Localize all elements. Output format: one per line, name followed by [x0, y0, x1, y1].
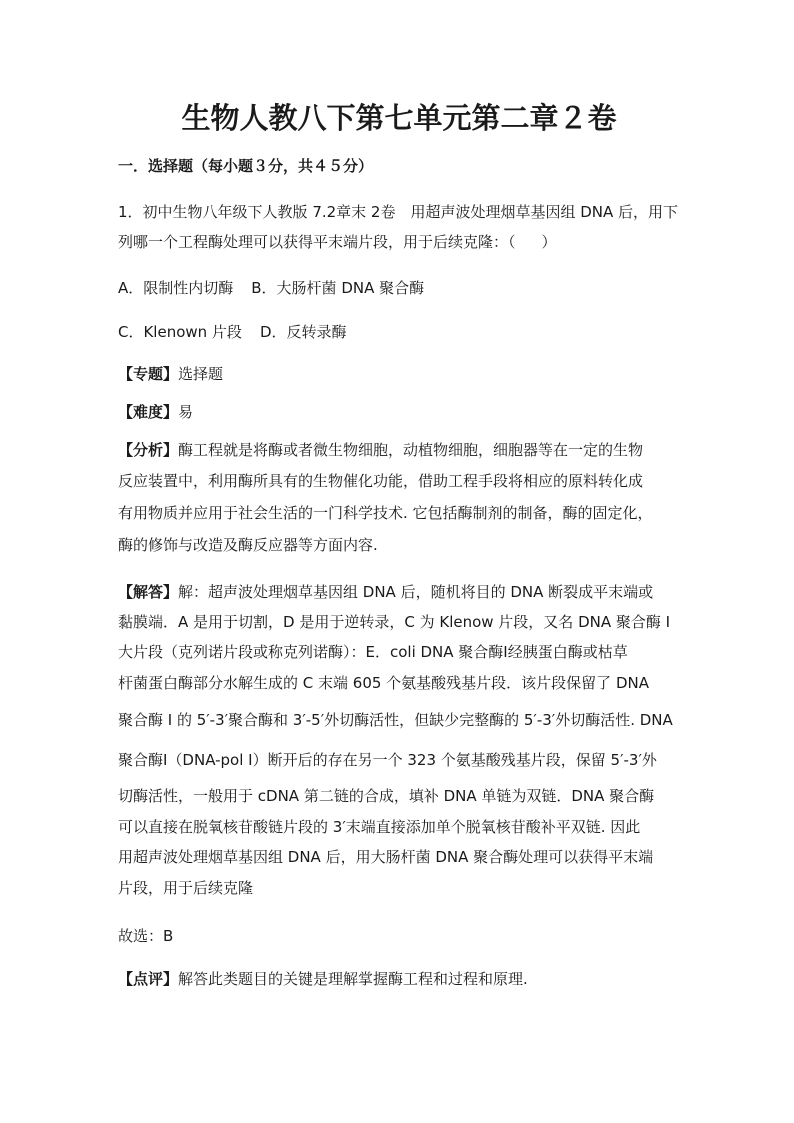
solution-line-5: 聚合酶 I 的 5′-3′聚合酶和 3′-5′外切酶活性，但缺少完整酶的 5′-3′外切酶活性. DNA	[118, 711, 673, 729]
analysis-tag: 【分析】	[118, 441, 179, 459]
difficulty-line	[118, 402, 193, 422]
solution-line-8: 可以直接在脱氧核苷酸链片段的 3′末端直接添加单个脱氧核苷酸补平双链. 因此	[118, 818, 641, 836]
question-line-2	[118, 232, 557, 252]
topic-line	[118, 364, 223, 384]
option-b: B．大肠杆菌 DNA 聚合酶	[251, 279, 425, 297]
page-title: 生物人教八下第七单元第二章２卷	[181, 101, 617, 135]
analysis-line-3: 有用物质并应用于社会生活的一门科学技术. 它包括酶制剂的制备，酶的固定化，	[118, 504, 653, 522]
question-line-2-text: 列哪一个工程酶处理可以获得平末端片段，用于后续克隆：（	[118, 233, 516, 251]
solution-line-2: 黏膜端．A 是用于切割，D 是用于逆转录，C 为 Klenow 片段，又名 DNA 聚合酶 I	[118, 613, 671, 631]
answer-line: 故选：B	[118, 927, 174, 945]
option-d: D．反转录酶	[259, 323, 347, 341]
analysis-line-2: 反应装置中，利用酶所具有的生物催化功能，借助工程手段将相应的原料转化成	[118, 472, 644, 490]
options-row-2	[118, 322, 347, 342]
solution-tag: 【解答】	[118, 583, 179, 601]
solution-line-4: 杆菌蛋白酶部分水解生成的 C 末端 605 个氨基酸残基片段．该片段保留了 DNA	[118, 674, 649, 692]
solution-line-1	[118, 582, 653, 602]
topic-text: 选择题	[178, 365, 224, 383]
option-c: C．Klenown 片段	[118, 323, 242, 341]
analysis-line-1	[118, 440, 643, 460]
solution-line-10: 片段，用于后续克隆	[118, 879, 254, 897]
analysis-text-1: 酶工程就是将酶或者微生物细胞，动植物细胞，细胞器等在一定的生物	[178, 441, 644, 459]
question-line-2-end: ）	[541, 233, 557, 251]
topic-tag: 【专题】	[118, 365, 179, 383]
section-heading: 一．选择题（每小题３分，共４５分）	[118, 157, 374, 175]
comment-text: 解答此类题目的关键是理解掌握酶工程和过程和原理.	[178, 970, 528, 988]
solution-line-9: 用超声波处理烟草基因组 DNA 后，用大肠杆菌 DNA 聚合酶处理可以获得平末端	[118, 848, 654, 866]
solution-line-7: 切酶活性，一般用于 cDNA 第二链的合成，填补 DNA 单链为双链．DNA 聚合酶	[118, 787, 655, 805]
comment-line	[118, 969, 528, 989]
question-line-1: 1．初中生物八年级下人教版 7.2章末 2卷 用超声波处理烟草基因组 DNA 后，用下	[118, 203, 679, 221]
solution-text-1: 解：超声波处理烟草基因组 DNA 后，随机将目的 DNA 断裂成平末端或	[178, 583, 654, 601]
document-page	[118, 0, 680, 1123]
analysis-line-4: 酶的修饰与改造及酶反应器等方面内容.	[118, 536, 378, 554]
difficulty-tag: 【难度】	[118, 403, 179, 421]
solution-line-6: 聚合酶Ⅰ（DNA-pol I）断开后的存在另一个 323 个氨基酸残基片段，保留 5′-3′外	[118, 751, 657, 769]
difficulty-text: 易	[178, 403, 194, 421]
solution-line-3: 大片段（克列诺片段或称克列诺酶）：E．coli DNA 聚合酶Ⅰ经胰蛋白酶或枯草	[118, 643, 628, 661]
options-row-1	[118, 278, 424, 298]
option-a: A．限制性内切酶	[118, 279, 234, 297]
comment-tag: 【点评】	[118, 970, 179, 988]
